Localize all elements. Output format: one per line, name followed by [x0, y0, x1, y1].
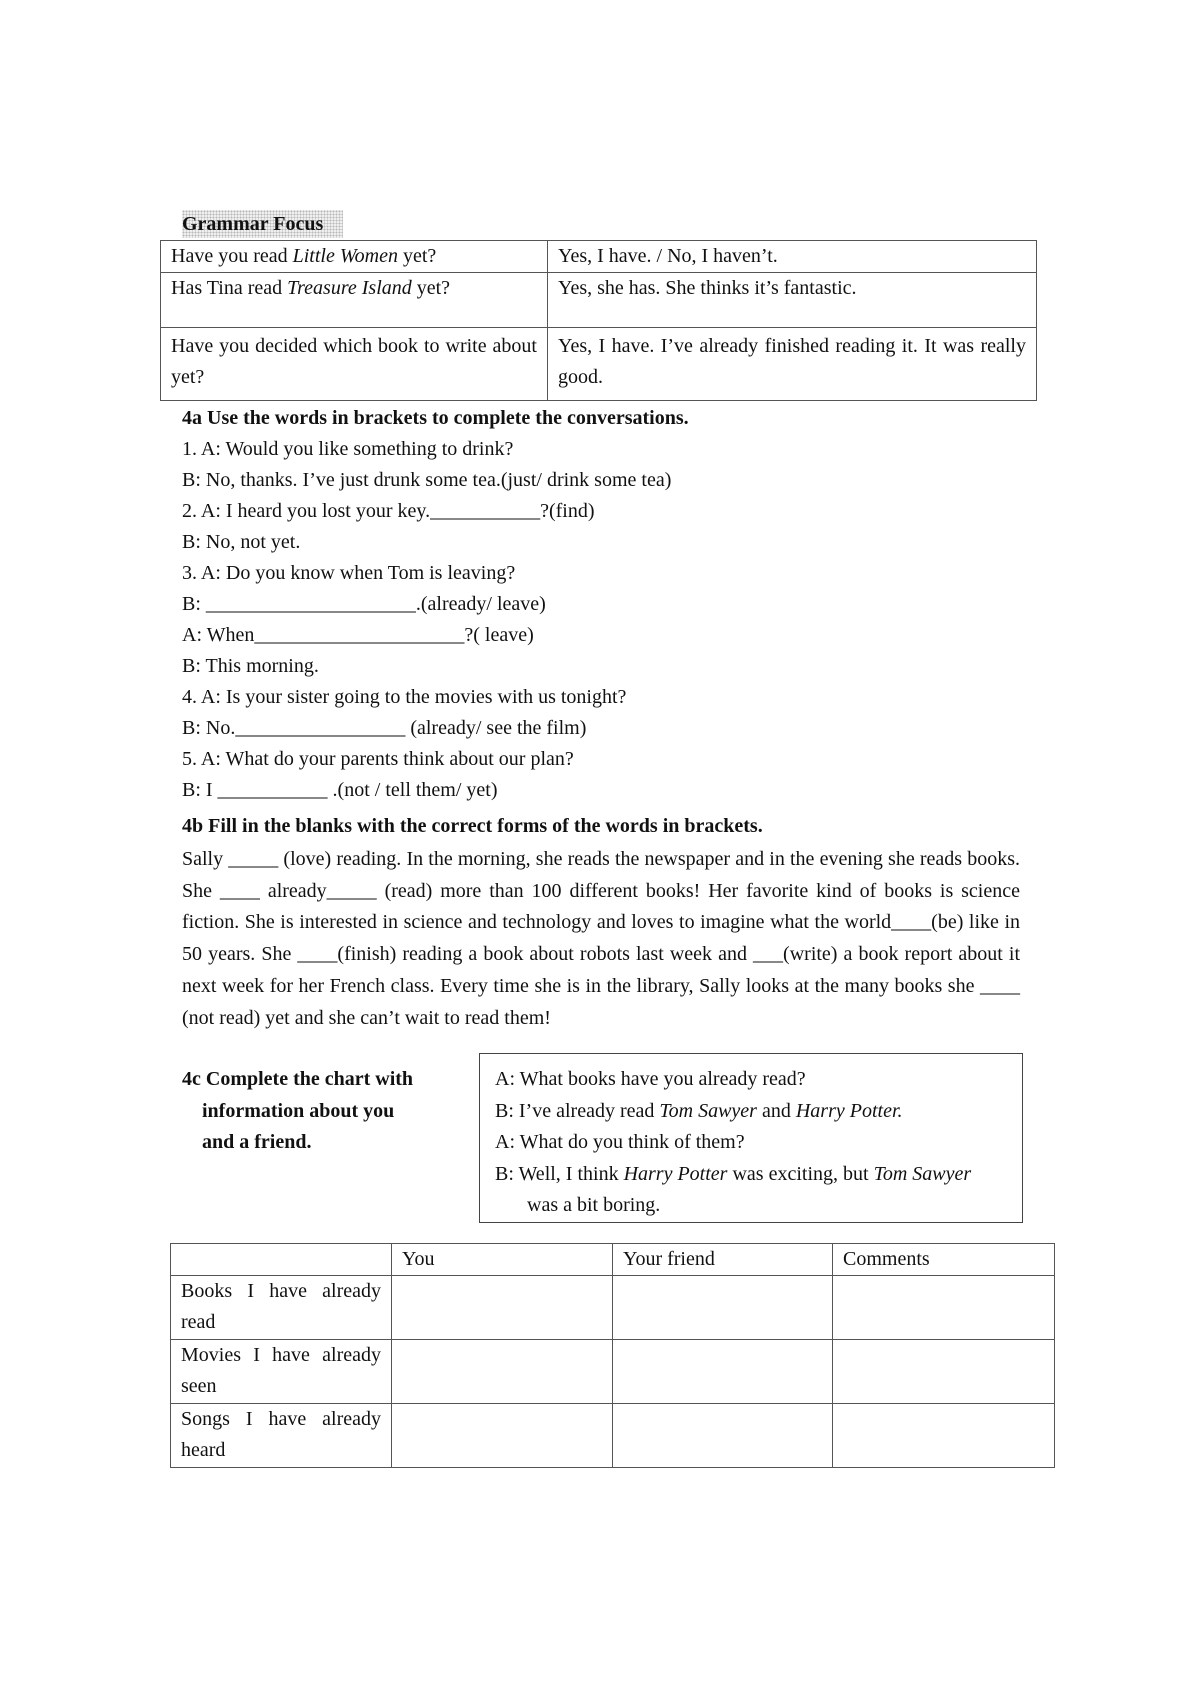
exercise-line: 4. A: Is your sister going to the movies with us tonight?	[182, 686, 627, 708]
question-cell	[161, 328, 548, 401]
table-row	[171, 1276, 1055, 1340]
question-text: Have you read	[171, 245, 293, 267]
exercise-line: 2. A: I heard you lost your key.___________?(find)	[182, 500, 595, 522]
dialog-text: B: I’ve already read	[495, 1099, 660, 1122]
dialog-line	[495, 1159, 1010, 1191]
heading-line: information about you	[202, 1099, 395, 1122]
exercise-line: B: No, not yet.	[182, 531, 301, 553]
you-cell[interactable]	[392, 1276, 613, 1340]
dialog-line: was a bit boring.	[527, 1194, 661, 1216]
question-text: yet?	[411, 277, 451, 299]
friend-cell[interactable]	[613, 1276, 833, 1340]
table-row	[161, 241, 1037, 273]
friend-cell[interactable]	[613, 1404, 833, 1468]
book-title: Tom Sawyer	[659, 1099, 757, 1122]
header-cell	[171, 1244, 392, 1276]
comments-cell[interactable]	[833, 1340, 1055, 1404]
info-chart-table	[170, 1243, 1055, 1468]
table-row	[171, 1404, 1055, 1468]
dialog-line: A: What books have you already read?	[495, 1068, 806, 1090]
header-comments: Comments	[833, 1244, 1055, 1276]
book-title: Harry Potter	[623, 1162, 728, 1185]
exercise-line: 1. A: Would you like something to drink?	[182, 438, 514, 460]
table-row	[161, 273, 1037, 328]
dialog-line	[495, 1096, 1010, 1128]
question-cell	[161, 273, 548, 328]
table-row	[161, 328, 1037, 401]
book-title: Tom Sawyer	[873, 1162, 972, 1185]
section-4b-heading: 4b Fill in the blanks with the correct forms of the words in brackets.	[182, 815, 763, 837]
question-text: Has Tina read	[171, 277, 288, 299]
section-4c-heading	[182, 1064, 442, 1159]
comments-cell[interactable]	[833, 1404, 1055, 1468]
dialog-line: A: What do you think of them?	[495, 1131, 745, 1153]
dialog-text: and	[756, 1099, 796, 1122]
exercise-line: B: No, thanks. I’ve just drunk some tea.(just/ drink some tea)	[182, 469, 672, 491]
table-row	[171, 1340, 1055, 1404]
exercise-line: B: This morning.	[182, 655, 319, 677]
answer-cell: Yes, I have. / No, I haven’t.	[548, 241, 1037, 273]
exercise-line: 5. A: What do your parents think about our plan?	[182, 748, 574, 770]
grammar-focus-table	[160, 240, 1037, 401]
row-label: Books I have already read	[171, 1276, 392, 1340]
answer-cell: Yes, I have. I’ve already finished reading it. It was really good.	[548, 328, 1037, 401]
exercise-line: B: No._________________ (already/ see the film)	[182, 717, 587, 739]
grammar-focus-title: Grammar Focus	[182, 210, 343, 238]
question-text: yet?	[398, 245, 437, 267]
friend-cell[interactable]	[613, 1340, 833, 1404]
dialog-text: was exciting, but	[727, 1162, 874, 1185]
book-title: Harry Potter.	[795, 1099, 903, 1122]
header-you: You	[392, 1244, 613, 1276]
comments-cell[interactable]	[833, 1276, 1055, 1340]
question-cell	[161, 241, 548, 273]
section-4a-heading: 4a Use the words in brackets to complete the conversations.	[182, 407, 689, 429]
example-dialog-box	[479, 1053, 1023, 1223]
book-title: Treasure Island	[287, 277, 412, 299]
answer-cell: Yes, she has. She thinks it’s fantastic.	[548, 273, 1037, 328]
table-header-row	[171, 1244, 1055, 1276]
exercise-line: B: _____________________.(already/ leave)	[182, 593, 546, 615]
row-label: Songs I have already heard	[171, 1404, 392, 1468]
exercise-line: 3. A: Do you know when Tom is leaving?	[182, 562, 516, 584]
you-cell[interactable]	[392, 1340, 613, 1404]
exercise-line: A: When_____________________?( leave)	[182, 624, 534, 646]
question-text: Have you decided which book to write about yet?	[171, 335, 537, 388]
heading-line: and a friend.	[202, 1131, 312, 1153]
book-title: Little Women	[292, 245, 398, 267]
header-your-friend: Your friend	[613, 1244, 833, 1276]
dialog-text: B: Well, I think	[495, 1162, 624, 1185]
exercise-line: B: I ___________ .(not / tell them/ yet)	[182, 779, 498, 801]
heading-line: 4c Complete the chart with	[182, 1068, 414, 1090]
you-cell[interactable]	[392, 1404, 613, 1468]
row-label: Movies I have already seen	[171, 1340, 392, 1404]
section-4b-paragraph: Sally _____ (love) reading. In the morning, she reads the newspaper and in the evening she reads books. She ____ already_____ (read) more than 100 different books! Her favorite kind of books is science fiction. She is interested in science and technology and loves to imagine what the world____(be) like in 50 years. She ____(finish) reading a book about robots last week and ___(write) a book report about it next week for her French class. Every time she is in the library, Sally looks at the many books she ____ (not read) yet and she can’t wait to read them!	[182, 848, 1020, 1029]
